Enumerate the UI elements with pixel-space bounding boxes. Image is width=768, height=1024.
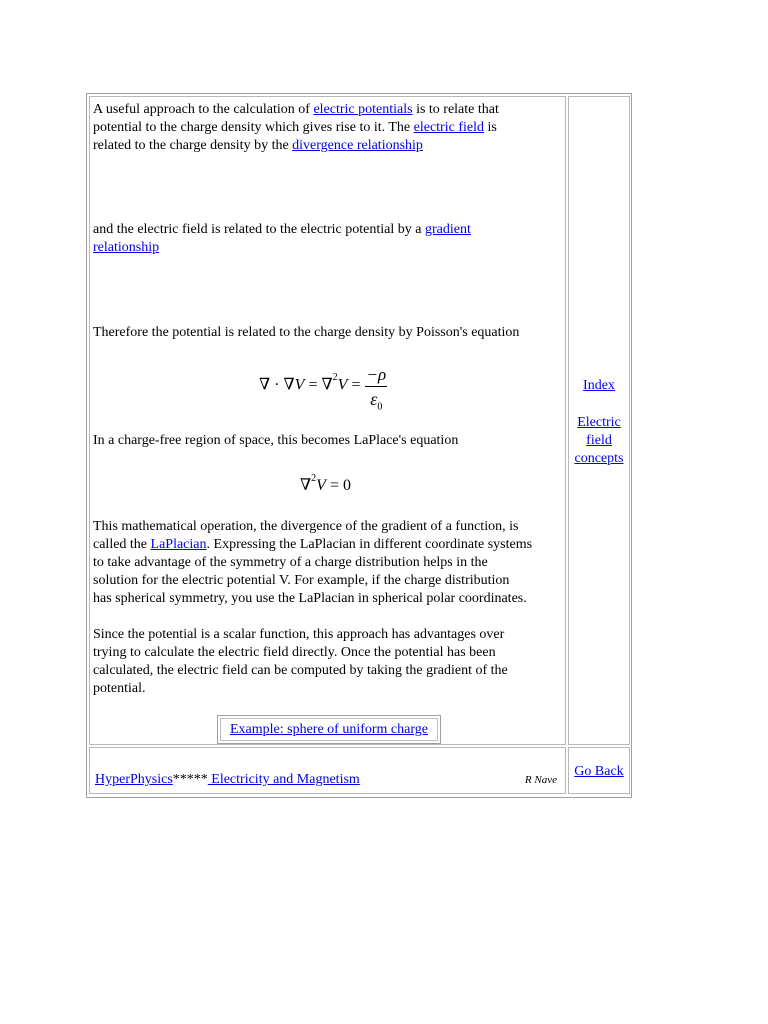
intro-line-1	[93, 101, 499, 119]
scalar-line-4: potential.	[93, 681, 146, 696]
nabla-symbol: ∇	[321, 376, 333, 394]
potential-symbol: V	[294, 376, 305, 394]
laplacian-paragraph	[93, 518, 532, 608]
intro-text-2: is to relate that	[412, 102, 499, 117]
go-back-link[interactable]: Go Back	[574, 764, 624, 779]
example-box	[217, 715, 441, 744]
charge-over-epsilon-fraction	[364, 365, 388, 413]
nabla-symbol: ∇	[300, 477, 312, 494]
concepts-link-line-3[interactable]: concepts	[574, 451, 624, 466]
index-link[interactable]: Index	[583, 378, 615, 393]
laplace-paragraph	[93, 432, 458, 450]
gradient-line-1	[93, 221, 471, 239]
scalar-line-2: trying to calculate the electric field directly. Once the potential has been	[93, 645, 496, 660]
scalar-paragraph	[93, 626, 508, 698]
laplace-text: In a charge-free region of space, this becomes LaPlace's equation	[93, 433, 459, 448]
example-box-inner	[220, 718, 438, 741]
concepts-link-line-1[interactable]: Electric	[577, 415, 621, 430]
laplacian-text: called the	[93, 537, 151, 552]
laplacian-line-2	[93, 536, 532, 554]
example-sphere-link[interactable]: Example: sphere of uniform charge	[229, 722, 428, 737]
goback-wrapper	[569, 764, 629, 780]
intro-line-3	[93, 137, 499, 155]
nabla-symbol: ∇	[259, 376, 271, 394]
electric-field-link[interactable]: electric field	[413, 120, 484, 135]
subscript-zero: 0	[377, 401, 383, 413]
footer-stars: *****	[172, 772, 208, 787]
hyperphysics-link[interactable]: HyperPhysics	[95, 772, 173, 787]
intro-text-1: A useful approach to the calculation of	[93, 102, 314, 117]
gradient-paragraph	[93, 221, 471, 257]
equals-sign: =	[308, 376, 318, 394]
equals-zero: = 0	[325, 477, 351, 494]
scalar-line-1: Since the potential is a scalar function, this approach has advantages over	[93, 627, 505, 642]
electricity-magnetism-link[interactable]: Electricity and Magnetism	[207, 772, 360, 787]
laplacian-line-1: This mathematical operation, the divergence of the gradient of a function, is	[93, 519, 519, 534]
equals-sign: =	[351, 376, 361, 394]
nabla-symbol: ∇	[283, 376, 295, 394]
poisson-text: Therefore the potential is related to the charge density by Poisson's equation	[93, 325, 520, 340]
exponent-two: 2	[332, 372, 338, 384]
laplacian-link[interactable]: LaPlacian	[150, 537, 207, 552]
poisson-equation	[259, 362, 388, 413]
intro-text-5: related to the charge density by the	[93, 138, 293, 153]
index-link-wrapper	[569, 377, 629, 395]
divergence-relationship-link[interactable]: divergence relationship	[292, 138, 423, 153]
fraction-denominator	[364, 387, 388, 413]
main-content-cell	[89, 96, 566, 745]
gradient-line-2	[93, 239, 471, 257]
epsilon-symbol: ε	[370, 389, 378, 409]
intro-paragraph	[93, 101, 499, 155]
fraction-numerator: −ρ	[366, 365, 387, 384]
laplacian-line-4: solution for the electric potential V. For example, if the charge distribution	[93, 573, 510, 588]
intro-text-4: is	[483, 120, 497, 135]
laplace-equation	[300, 472, 351, 495]
electric-potentials-link[interactable]: electric potentials	[313, 102, 413, 117]
laplacian-line-3: to take advantage of the symmetry of a charge distribution helps in the	[93, 555, 488, 570]
footer-cell	[89, 747, 566, 794]
potential-symbol: V	[337, 376, 348, 394]
potential-symbol: V	[316, 477, 326, 494]
gradient-link-part-2[interactable]: relationship	[93, 240, 160, 255]
laplacian-text: . Expressing the LaPlacian in different coordinate systems	[206, 537, 533, 552]
electric-field-concepts-link[interactable]	[569, 414, 629, 468]
gradient-text: and the electric field is related to the electric potential by a	[93, 222, 425, 237]
dot-operator: ·	[274, 376, 280, 394]
sidebar-cell	[568, 96, 630, 745]
scalar-line-3: calculated, the electric field can be computed by taking the gradient of the	[93, 663, 508, 678]
author-credit: R Nave	[524, 774, 557, 786]
footer-nav	[95, 772, 360, 788]
poisson-paragraph	[93, 324, 519, 342]
laplacian-line-5: has spherical symmetry, you use the LaPlacian in spherical polar coordinates.	[93, 591, 527, 606]
intro-line-2	[93, 119, 499, 137]
content-table	[86, 93, 632, 798]
concepts-link-line-2[interactable]: field	[586, 433, 612, 448]
intro-text-3: potential to the charge density which gives rise to it. The	[93, 120, 414, 135]
gradient-link-part-1[interactable]: gradient	[424, 222, 471, 237]
exponent-two: 2	[311, 472, 317, 484]
goback-cell	[568, 747, 630, 794]
